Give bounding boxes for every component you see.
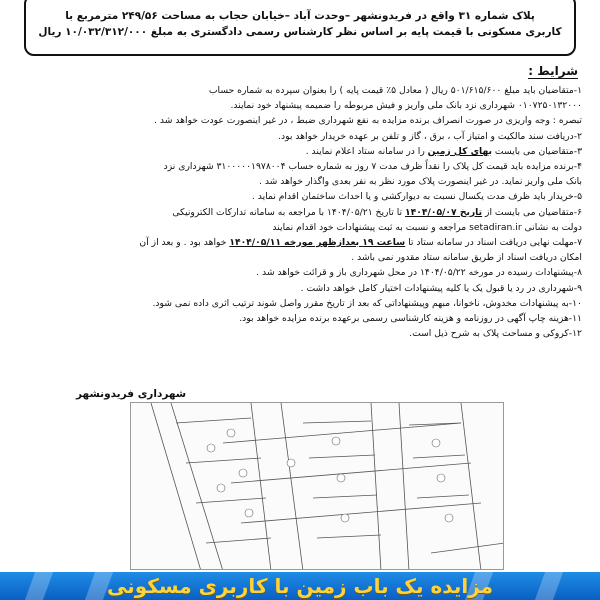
condition-line [22, 235, 582, 250]
condition-line [22, 159, 582, 174]
condition-text: ۰۱۰۷۲۵۰۱۳۲۰۰۰ شهرداری نزد بانک ملی واریز و فیش مربوطه را ضمیمه پیشنهاد خود نمایند. [230, 100, 582, 112]
condition-text: ۱۲-کروکی و مساحت پلاک به شرح ذیل است. [409, 328, 582, 340]
announcement-header [24, 0, 576, 56]
condition-text-tail: را در سامانه ستاد اعلام نمایند . [305, 145, 428, 157]
header-line-2: کاربری مسکونی با قیمت پایه بر اساس نظر کارشناس رسمی دادگستری به مبلغ ۱۰/۰۳۲/۳۱۲/۰۰۰ ریال [38, 26, 562, 38]
auction-banner [0, 572, 600, 600]
condition-text-tail: تا تاریخ ۱۴۰۴/۰۵/۲۱ با مراجعه به سامانه تدارکات الکترونیکی [172, 206, 406, 218]
condition-text: ۹-شهرداری در رد یا قبول یک یا کلیه پیشنهادات اختیار کامل خواهد داشت . [300, 282, 582, 294]
condition-line [22, 144, 582, 159]
condition-line [22, 311, 582, 326]
condition-emphasis: تاریخ ۱۴۰۴/۰۵/۰۷ [405, 206, 483, 218]
condition-line [22, 250, 582, 265]
site-plan-map [130, 402, 504, 570]
condition-line [22, 220, 582, 235]
condition-text: ۱-متقاضیان باید مبلغ ۵۰۱/۶۱۵/۶۰۰ ریال ( معادل ۵٪ قیمت پایه ) را بعنوان سپرده به شماره حساب [208, 85, 582, 96]
condition-line [22, 189, 582, 204]
condition-emphasis: ساعت ۱۹ بعدازظهر مورخه ۱۴۰۴/۰۵/۱۱ [229, 237, 406, 249]
condition-line [22, 98, 582, 113]
condition-text: ۱۱-هزینه چاپ آگهی در روزنامه و هزینه کارشناسی رسمی برعهده برنده مزایده خواهد بود. [239, 313, 582, 325]
condition-line [22, 83, 582, 98]
condition-line [22, 326, 582, 341]
condition-line [22, 129, 582, 144]
condition-text: ۱۰-به پیشنهادات مخدوش، ناخوانا، مبهم وپیشنهاداتی که بعد از تاریخ مقرر واصل شوند ترتیب اثری داده نمی شود. [152, 297, 582, 309]
condition-text: امکان دریافت اسناد از طریق سامانه ستاد مقدور نمی باشد . [351, 252, 582, 264]
condition-line [22, 113, 582, 128]
condition-text: ۴-برنده مزایده باید قیمت کل پلاک را نقداً ظرف مدت ۷ روز به شماره حساب ۳۱۰۰۰۰۰۱۹۷۸۰۰۴ شهرداری نزد [163, 161, 582, 173]
condition-line [22, 296, 582, 311]
condition-text-tail: خواهد بود . و بعد از آن [139, 237, 230, 249]
condition-text: ۳-متقاضیان می بایست [492, 145, 582, 157]
condition-text: ۵-خریدار باید ظرف مدت یکسال نسبت به دیوارکشی و یا احداث ساختمان اقدام نماید . [251, 191, 582, 203]
condition-text: ۸-پیشنهادات رسیده در مورخه ۱۴۰۴/۰۵/۲۲ در محل شهرداری باز و قرائت خواهد شد . [256, 267, 582, 279]
header-line-1: پلاک شماره ۳۱ واقع در فریدونشهر –وحدت آباد –خیابان حجاب به مساحت ۲۴۹/۵۶ مترمربع با [65, 10, 535, 22]
condition-text: تبصره : وجه واریزی در صورت انصراف برنده مزایده به نفع شهرداری ضبط ، در غیر اینصورت عودت خواهد شد . [154, 115, 582, 127]
conditions-list [22, 83, 582, 341]
condition-line [22, 174, 582, 189]
condition-text: ۶-متقاضیان می بایست از [482, 206, 582, 218]
condition-line [22, 281, 582, 296]
condition-emphasis: بهای کل زمین [427, 145, 492, 157]
condition-line [22, 205, 582, 220]
condition-text: بانک ملی واریز نماید. در غیر اینصورت پلاک مورد نظر به نفر بعدی واگذار خواهد شد . [258, 176, 582, 188]
site-plan-map-icon [131, 403, 504, 570]
condition-text: ۷-مهلت نهایی دریافت اسناد در سامانه ستاد تا [405, 237, 582, 249]
condition-line [22, 265, 582, 280]
condition-text: دولت به نشانی setadiran.ir مراجعه و نسبت به ثبت پیشنهادات خود اقدام نمایند [272, 221, 582, 233]
conditions-title: شرایط : [528, 64, 578, 78]
signature: شهرداری فریدونشهر [76, 388, 187, 400]
conditions-section [22, 60, 582, 341]
condition-text: ۲-دریافت سند مالکیت و امتیاز آب ، برق ، گاز و تلفن بر عهده خریدار خواهد بود. [278, 130, 582, 142]
banner-title: مزایده یک باب زمین با کاربری مسکونی [106, 574, 494, 598]
